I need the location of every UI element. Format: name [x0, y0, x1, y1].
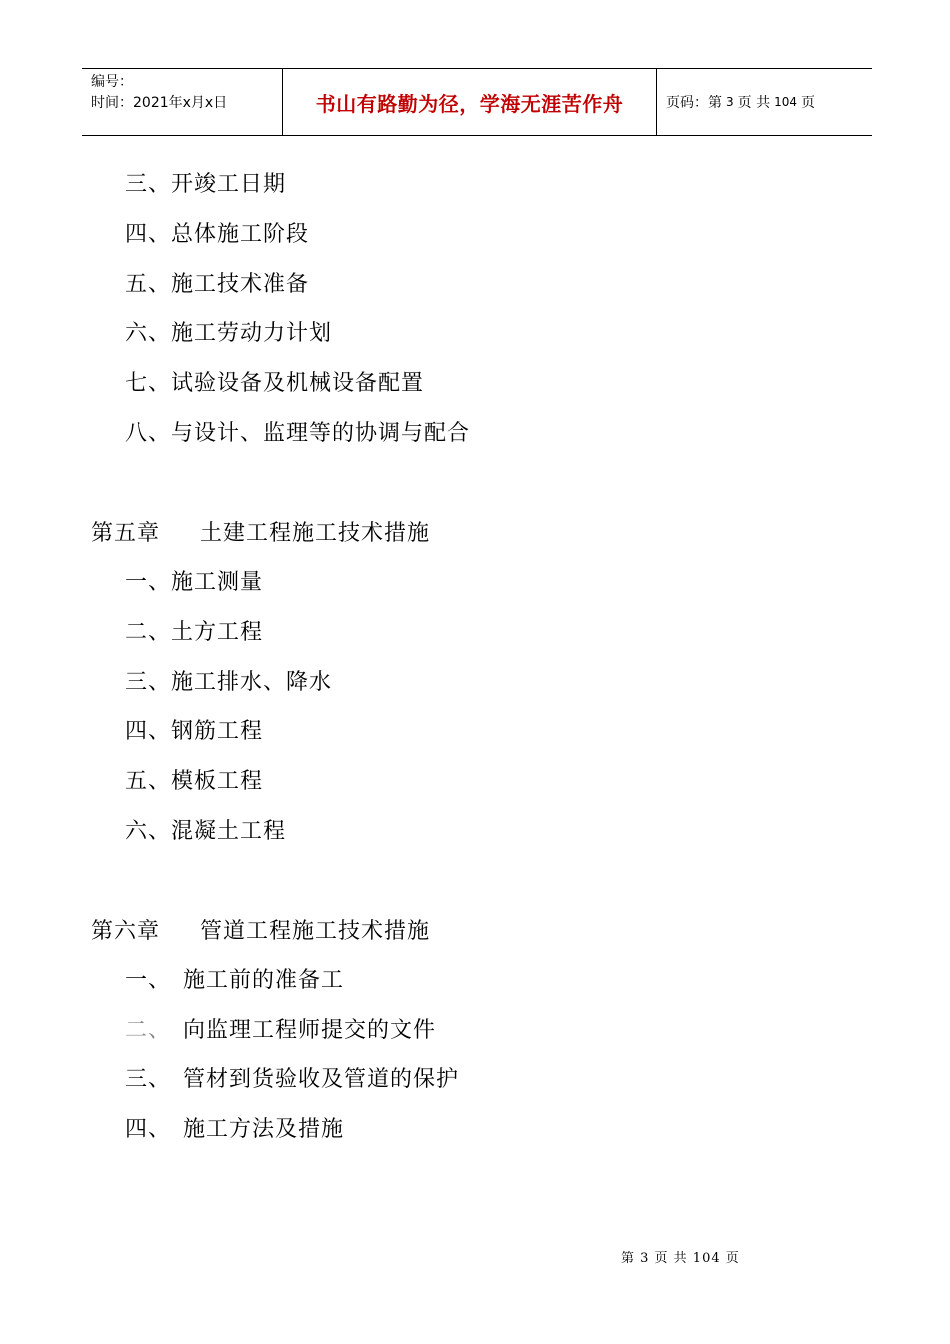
toc-item [125, 1066, 459, 1094]
toc-item-text: 施工前的准备工 [183, 968, 345, 993]
toc-item: 六、施工劳动力计划 [125, 321, 333, 346]
page-header [82, 68, 872, 136]
toc-item: 二、土方工程 [125, 620, 264, 645]
toc-item: 五、模板工程 [125, 769, 264, 794]
chapter-heading [91, 918, 430, 946]
toc-item: 四、钢筋工程 [125, 719, 264, 744]
chapter-label: 第五章 [91, 521, 161, 546]
page-total: 104 [774, 95, 797, 109]
header-page-info [657, 69, 872, 135]
toc-item [125, 1116, 344, 1144]
toc-item: 七、试验设备及机械设备配置 [125, 371, 425, 396]
page-current: 3 [726, 95, 734, 109]
toc-item-text: 施工方法及措施 [183, 1117, 345, 1142]
time-label: 时间：2021年x月x日 [91, 95, 228, 111]
toc-item: 六、混凝土工程 [125, 819, 287, 844]
chapter-heading [91, 520, 430, 548]
toc-item: 三、施工排水、降水 [125, 670, 333, 695]
chapter-label: 第六章 [91, 919, 161, 944]
page-mid: 页 共 [737, 95, 771, 111]
chapter-title: 土建工程施工技术措施 [200, 521, 431, 546]
toc-item: 四、总体施工阶段 [125, 222, 310, 247]
toc-item-number: 四、 [125, 1117, 172, 1142]
toc-item: 三、开竣工日期 [125, 172, 287, 197]
toc-item-number: 三、 [125, 1067, 172, 1092]
page-prefix: 页码：第 [666, 95, 722, 111]
chapter-title: 管道工程施工技术措施 [200, 919, 431, 944]
toc-item: 八、与设计、监理等的协调与配合 [125, 421, 471, 446]
toc-item-number: 一、 [125, 968, 172, 993]
header-meta [82, 69, 283, 135]
toc-item-text: 管材到货验收及管道的保护 [183, 1067, 460, 1092]
toc-item [125, 967, 344, 995]
toc-item-number: 二、 [125, 1018, 172, 1043]
toc-item-text: 向监理工程师提交的文件 [183, 1018, 437, 1043]
page-suffix: 页 [801, 95, 815, 111]
toc-item: 一、施工测量 [125, 570, 264, 595]
toc-item [125, 1017, 436, 1045]
header-motto: 书山有路勤为径，学海无涯苦作舟 [283, 69, 657, 135]
page-footer: 第 3 页 共 104 页 [621, 1251, 740, 1266]
toc-item: 五、施工技术准备 [125, 272, 310, 297]
number-label: 编号： [91, 74, 133, 90]
